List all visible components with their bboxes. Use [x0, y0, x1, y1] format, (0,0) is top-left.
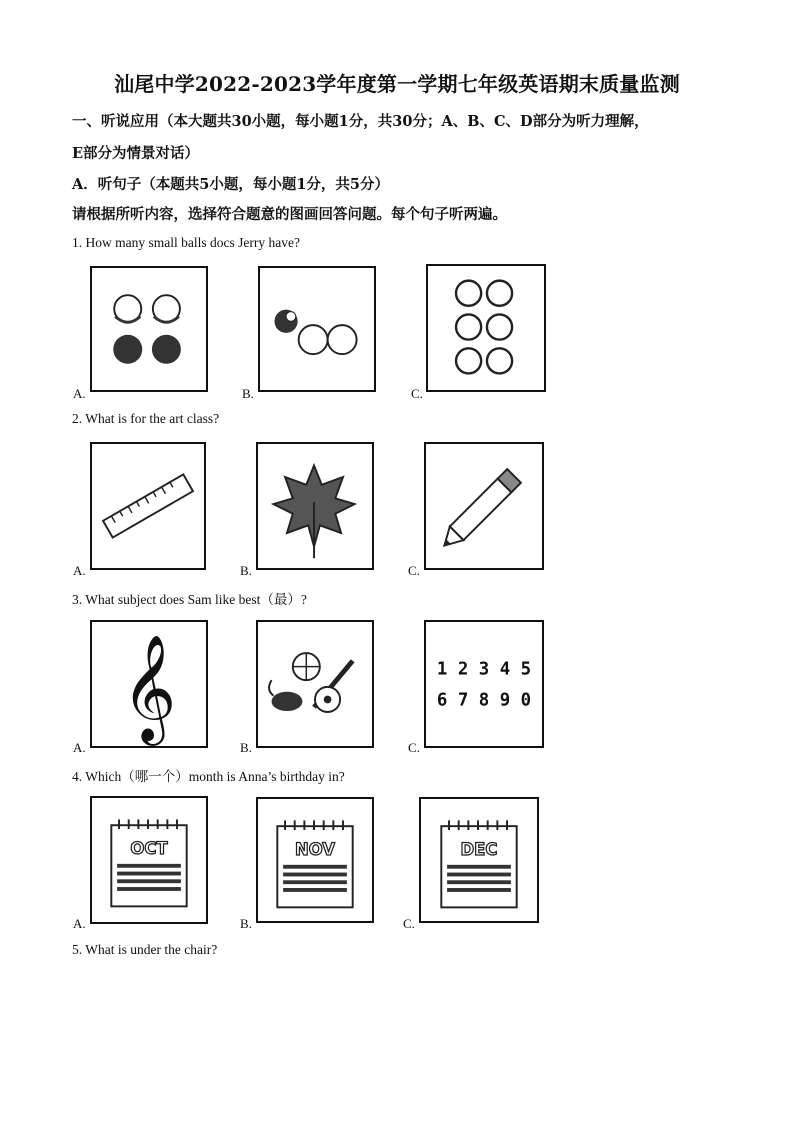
sports-balls-icon	[258, 622, 372, 746]
q4-option-a: A.	[73, 916, 86, 931]
calendar-month: NOV	[295, 840, 335, 860]
part-a-heading: A．听句子（本题共5小题，每小题1分，共5分）	[72, 176, 390, 193]
section-heading: 一、听说应用（本大题共30小题，每小题1分，共30分；A、B、C、D部分为听力理解，	[72, 113, 649, 130]
q1-option-c: C.	[411, 386, 423, 401]
four-balls-icon	[92, 268, 206, 390]
instruction: 请根据所听内容，选择符合题意的图画回答问题。每个句子听两遍。	[72, 206, 507, 223]
q2-image-b[interactable]	[256, 442, 374, 570]
q2-image-c[interactable]	[424, 442, 544, 570]
number-row-2: 6 7 8 9 0	[436, 690, 532, 711]
page-title: 汕尾中学2022-2023学年度第一学期七年级英语期末质量监测	[114, 72, 680, 96]
section-heading-cont: E部分为情景对话）	[72, 145, 200, 162]
q1-option-a: A.	[73, 386, 86, 401]
question-1: 1. How many small balls docs Jerry have?	[72, 235, 300, 250]
calendar-dec-icon	[421, 799, 537, 921]
q2-image-a[interactable]	[90, 442, 206, 570]
leaf-icon	[258, 444, 372, 568]
six-balls-icon	[428, 266, 544, 390]
q4-image-b[interactable]	[256, 797, 374, 923]
q1-image-b[interactable]	[258, 266, 376, 392]
three-balls-icon	[260, 268, 374, 390]
q2-option-b: B.	[240, 563, 252, 578]
ruler-icon	[92, 444, 204, 568]
calendar-month: OCT	[130, 839, 168, 859]
treble-clef-icon	[92, 622, 206, 746]
question-4: 4. Which（哪一个）month is Anna’s birthday in?	[72, 769, 345, 784]
calendar-oct-icon	[92, 798, 206, 922]
q2-option-a: A.	[73, 563, 86, 578]
numbers-icon	[426, 622, 542, 746]
q4-option-c: C.	[403, 916, 415, 931]
q4-image-c[interactable]	[419, 797, 539, 923]
q3-image-c[interactable]	[424, 620, 544, 748]
calendar-nov-icon	[258, 799, 372, 921]
q3-option-c: C.	[408, 740, 420, 755]
question-2: 2. What is for the art class?	[72, 411, 220, 426]
q3-option-a: A.	[73, 740, 86, 755]
q4-option-b: B.	[240, 916, 252, 931]
question-5: 5. What is under the chair?	[72, 942, 218, 957]
q2-option-c: C.	[408, 563, 420, 578]
question-3: 3. What subject does Sam like best（最）?	[72, 592, 307, 607]
q3-image-a[interactable]	[90, 620, 208, 748]
number-row-1: 1 2 3 4 5	[436, 659, 532, 680]
q1-option-b: B.	[242, 386, 254, 401]
q4-image-a[interactable]	[90, 796, 208, 924]
calendar-month: DEC	[460, 840, 498, 860]
q3-option-b: B.	[240, 740, 252, 755]
q3-image-b[interactable]	[256, 620, 374, 748]
q1-image-a[interactable]	[90, 266, 208, 392]
pencil-icon	[426, 444, 542, 568]
q1-image-c[interactable]	[426, 264, 546, 392]
music-symbol: 𝄞	[121, 632, 177, 741]
